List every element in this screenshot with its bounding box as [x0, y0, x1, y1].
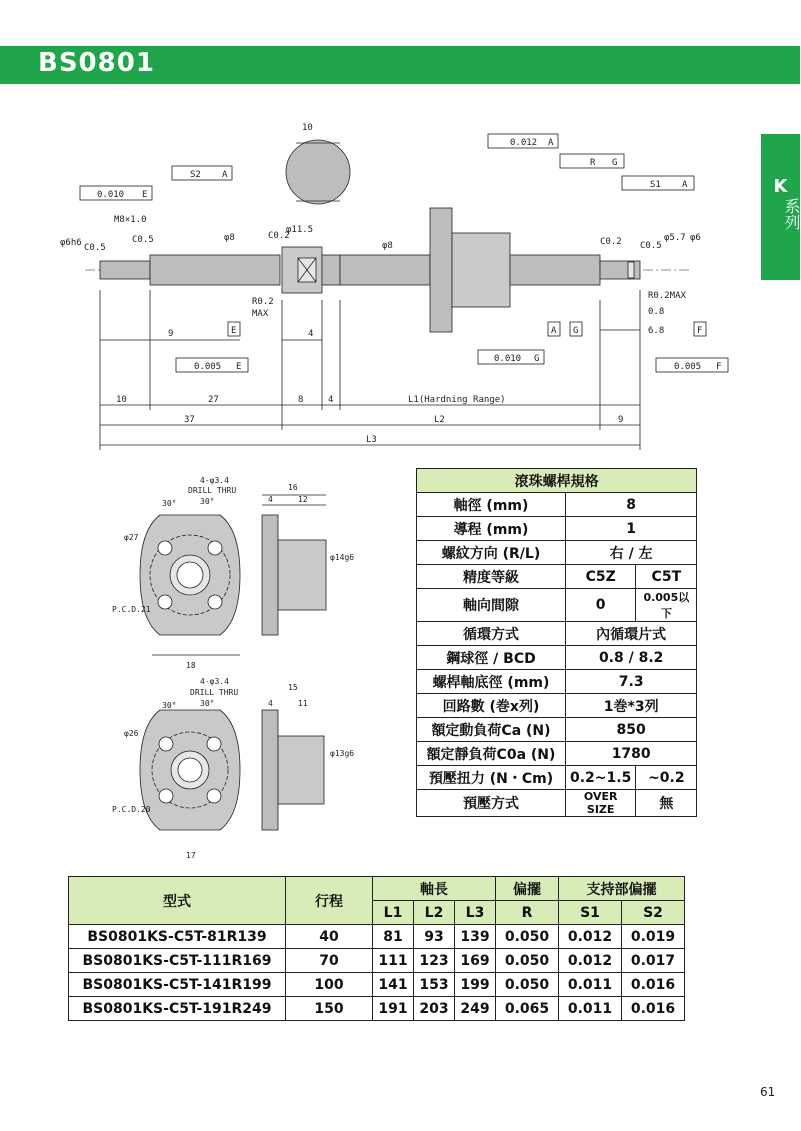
header-length: 軸長	[373, 877, 496, 901]
perp-e-ref: E	[236, 362, 242, 372]
nut2-pcd: P.C.D.20	[112, 805, 151, 814]
header-stroke: 行程	[286, 877, 373, 925]
nut2-angle-2: 30°	[200, 699, 215, 708]
spec-label: 精度等級	[417, 565, 566, 589]
ref-a: A	[551, 326, 557, 336]
r02max-label: R0.2	[252, 297, 274, 307]
chamfer-right-2: C0.5	[640, 241, 662, 251]
spec-label: 預壓方式	[417, 790, 566, 817]
cell-model: BS0801KS-C5T-191R249	[69, 997, 286, 1021]
dia-6-right-label: φ6	[690, 233, 701, 243]
nut2-len: 15	[288, 683, 298, 692]
runout-a-ref: A	[548, 138, 554, 148]
spec-value-c5z: C5Z	[566, 565, 636, 589]
spec-value: 850	[566, 718, 697, 742]
dia-6-label: φ6h6	[60, 238, 82, 248]
runout-e-value: 0.010	[97, 190, 125, 200]
page-title: BS0801	[38, 48, 155, 78]
dim-10: 10	[116, 395, 127, 405]
spec-value-c5z: OVER SIZE	[566, 790, 636, 817]
cell-model: BS0801KS-C5T-111R169	[69, 949, 286, 973]
perp-e-value: 0.005	[194, 362, 222, 372]
cell-stroke: 40	[286, 925, 373, 949]
cell-l3: 199	[455, 973, 496, 997]
dim-27: 27	[208, 395, 219, 405]
ref-g: G	[573, 326, 579, 336]
runout-r: R	[590, 158, 596, 168]
cell-l3: 169	[455, 949, 496, 973]
side-tab-letter: K	[773, 176, 788, 197]
s1-label: S1	[650, 180, 661, 190]
header-l1: L1	[373, 901, 414, 925]
perp-g-value: 0.010	[494, 354, 522, 364]
shaft-drawing	[80, 134, 728, 450]
dim-37: 37	[184, 415, 195, 425]
cell-s2: 0.019	[622, 925, 685, 949]
cell-stroke: 150	[286, 997, 373, 1021]
cell-l2: 123	[414, 949, 455, 973]
header-s2: S2	[622, 901, 685, 925]
l2-label: L2	[434, 415, 445, 425]
nut1-angle-1: 30°	[162, 499, 177, 508]
spec-label: 軸徑 (mm)	[417, 493, 566, 517]
spec-value: 1巻*3列	[566, 694, 697, 718]
nut1-body: 12	[298, 495, 308, 504]
perp-f-value: 0.005	[674, 362, 702, 372]
dia-8-shaft-label: φ8	[382, 241, 393, 251]
spec-label: 鋼球徑 / BCD	[417, 646, 566, 670]
nut1-drill: DRILL THRU	[188, 486, 237, 495]
ref-f: F	[697, 326, 703, 336]
nut2-drill: DRILL THRU	[190, 688, 239, 697]
spec-value: 8	[566, 493, 697, 517]
nut1-angle-2: 30°	[200, 497, 215, 506]
nut1-pcd: P.C.D.21	[112, 605, 151, 614]
header-l2: L2	[414, 901, 455, 925]
chamfer-left-2: C0.5	[132, 235, 154, 245]
cell-l3: 249	[455, 997, 496, 1021]
cell-l2: 203	[414, 997, 455, 1021]
cell-r: 0.050	[496, 925, 559, 949]
cell-stroke: 70	[286, 949, 373, 973]
nut2-od: φ13g6	[330, 749, 355, 758]
spec-value: 0.8 / 8.2	[566, 646, 697, 670]
runout-a-value: 0.012	[510, 138, 538, 148]
spec-value-c5t: 0.005以下	[636, 589, 697, 622]
cell-l1: 141	[373, 973, 414, 997]
spec-label: 循環方式	[417, 622, 566, 646]
cell-r: 0.065	[496, 997, 559, 1021]
cell-s1: 0.011	[559, 973, 622, 997]
cell-l1: 111	[373, 949, 414, 973]
table-row	[69, 949, 685, 973]
dia-5-7-label: φ5.7	[664, 233, 686, 243]
spec-table-title: 滾珠螺桿規格	[417, 469, 697, 493]
nut2-width: 17	[186, 851, 196, 860]
header-support: 支持部偏擺	[559, 877, 685, 901]
nut1-len: 16	[288, 483, 298, 492]
cell-l1: 191	[373, 997, 414, 1021]
cell-l2: 93	[414, 925, 455, 949]
nut1-width: 18	[186, 661, 196, 670]
side-tab-label: 系列	[782, 198, 801, 230]
spec-label: 額定動負荷Ca (N)	[417, 718, 566, 742]
spec-label: 軸向間隙	[417, 589, 566, 622]
nut2-flange: 4	[268, 699, 273, 708]
cell-model: BS0801KS-C5T-141R199	[69, 973, 286, 997]
cell-s1: 0.011	[559, 997, 622, 1021]
header-s1: S1	[559, 901, 622, 925]
l3-label: L3	[366, 435, 377, 445]
header-runout: 偏擺	[496, 877, 559, 901]
cell-s2: 0.017	[622, 949, 685, 973]
header-l3: L3	[455, 901, 496, 925]
spec-value-c5t: 無	[636, 790, 697, 817]
table-row	[69, 973, 685, 997]
dim-8: 8	[298, 395, 304, 405]
title-bar	[0, 46, 800, 84]
table-row	[69, 925, 685, 949]
header-model: 型式	[69, 877, 286, 925]
runout-g: G	[612, 158, 618, 168]
model-table	[68, 876, 685, 1021]
spec-value-c5z: 0	[566, 589, 636, 622]
dim-9-left: 9	[168, 329, 174, 339]
spec-label: 螺桿軸底徑 (mm)	[417, 670, 566, 694]
cell-s1: 0.012	[559, 925, 622, 949]
thread-label: M8×1.0	[114, 215, 147, 225]
nut2-drawing	[140, 710, 324, 830]
nut1-od: φ14g6	[330, 553, 355, 562]
l1-label: L1(Hardning Range)	[408, 395, 506, 405]
dim-flat-width: 10	[302, 123, 313, 133]
nut1-dia: φ27	[124, 533, 139, 542]
spec-value-c5z: 0.2~1.5	[566, 766, 636, 790]
nut2-dia: φ26	[124, 729, 139, 738]
spec-table	[416, 468, 697, 817]
dia-11-5-label: φ11.5	[286, 225, 314, 235]
chamfer-mid: C0.2	[268, 231, 290, 241]
nut2-body: 11	[298, 699, 308, 708]
nut1-flange: 4	[268, 495, 273, 504]
s2-label: S2	[190, 170, 201, 180]
spec-value: 1780	[566, 742, 697, 766]
max-label: MAX	[252, 309, 269, 319]
cell-r: 0.050	[496, 949, 559, 973]
spec-value: 1	[566, 517, 697, 541]
nut1-drawing	[140, 495, 326, 655]
cell-r: 0.050	[496, 973, 559, 997]
chamfer-right-1: C0.2	[600, 237, 622, 247]
dim-9-right: 9	[618, 415, 624, 425]
r02max-right: R0.2MAX	[648, 291, 686, 301]
side-tab	[761, 134, 800, 280]
cell-l3: 139	[455, 925, 496, 949]
runout-e-ref: E	[142, 190, 148, 200]
cell-s2: 0.016	[622, 973, 685, 997]
groove-08: 0.8	[648, 307, 665, 317]
spec-label: 導程 (mm)	[417, 517, 566, 541]
cell-model: BS0801KS-C5T-81R139	[69, 925, 286, 949]
dim-4b: 4	[328, 395, 334, 405]
perp-g-ref: G	[534, 354, 540, 364]
spec-label: 回路數 (巻x列)	[417, 694, 566, 718]
dia-8-label: φ8	[224, 233, 235, 243]
spec-value-c5t: C5T	[636, 565, 697, 589]
header-r: R	[496, 901, 559, 925]
chamfer-left-1: C0.5	[84, 243, 106, 253]
spec-value: 內循環片式	[566, 622, 697, 646]
spec-value-c5t: ~0.2	[636, 766, 697, 790]
page-number: 61	[760, 1085, 776, 1099]
cell-s1: 0.012	[559, 949, 622, 973]
dim-4: 4	[308, 329, 314, 339]
nut1-holes: 4-φ3.4	[200, 476, 229, 485]
cell-l2: 153	[414, 973, 455, 997]
spec-label: 預壓扭力 (N・Cm)	[417, 766, 566, 790]
s1-ref: A	[682, 180, 688, 190]
groove-68: 6.8	[648, 326, 665, 336]
cell-l1: 81	[373, 925, 414, 949]
cell-s2: 0.016	[622, 997, 685, 1021]
spec-value: 7.3	[566, 670, 697, 694]
spec-value: 右 / 左	[566, 541, 697, 565]
ref-e: E	[231, 326, 237, 336]
perp-f-ref: F	[716, 362, 722, 372]
s2-ref: A	[222, 170, 228, 180]
nut2-holes: 4-φ3.4	[200, 677, 229, 686]
spec-label: 螺紋方向 (R/L)	[417, 541, 566, 565]
nut2-angle-1: 30°	[162, 701, 177, 710]
table-row	[69, 997, 685, 1021]
spec-label: 額定靜負荷C0a (N)	[417, 742, 566, 766]
cell-stroke: 100	[286, 973, 373, 997]
